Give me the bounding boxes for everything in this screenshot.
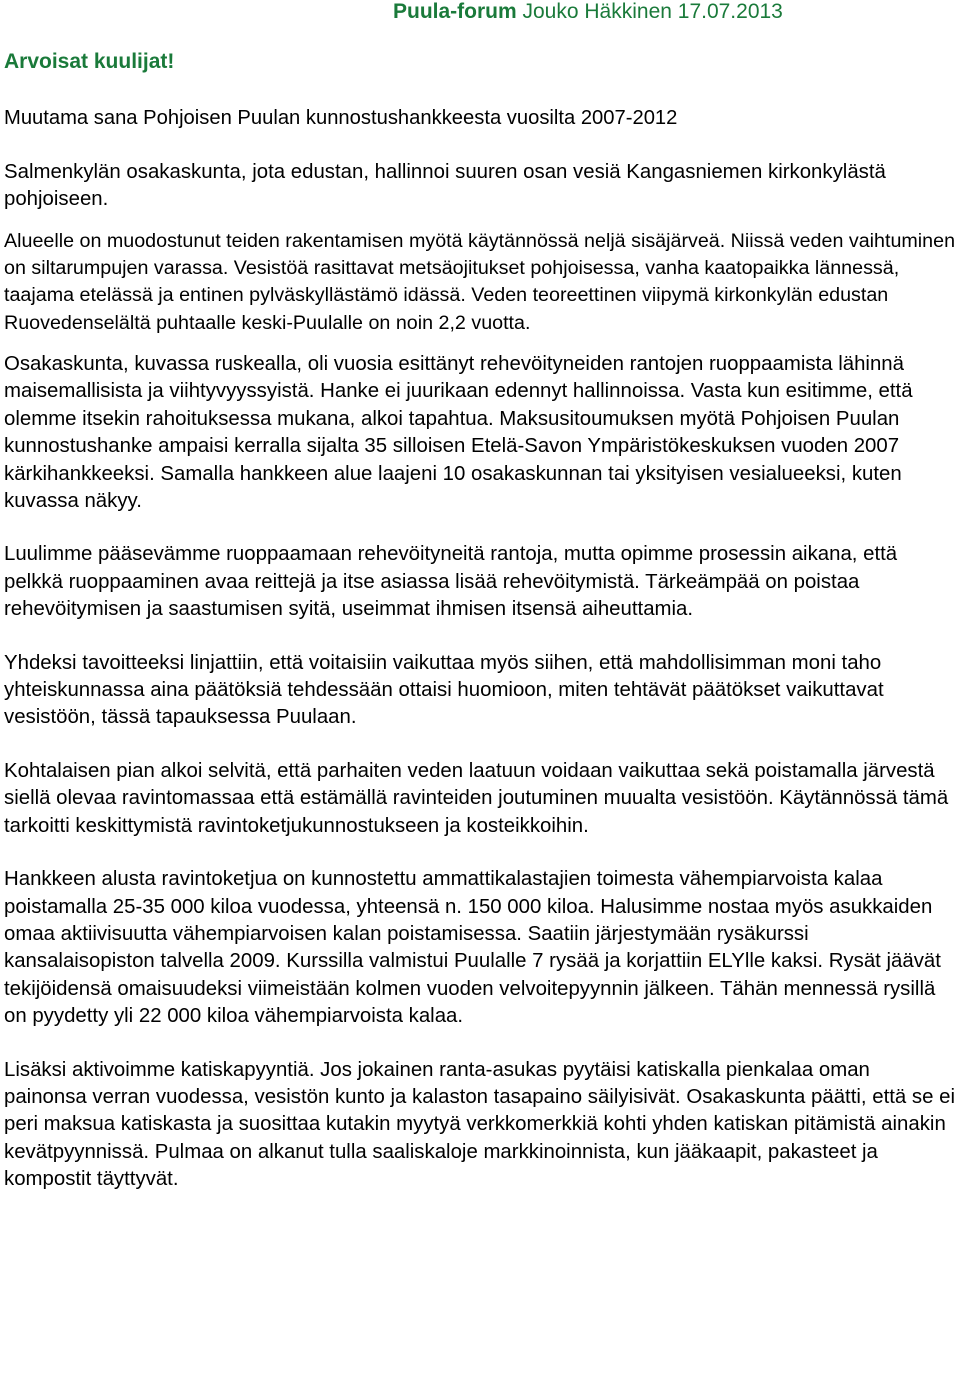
- paragraph: Hankkeen alusta ravintoketjua on kunnostettu ammattikalastajien toimesta vähempiarvoista kalaa poistamalla 25-35 000 kiloa vuodessa, yhteensä n. 150 000 kiloa. Halusimme nostaa myös asukkaiden omaa aktiivisuutta vähempiarvoisen kalan poistamisessa. Saatiin järjestymään rysäkurssi kansalaisopiston talvella 2009. Kurssilla valmistui Puulalle 7 rysää ja korjattiin ELYlle kaksi. Rysät jäävät tekijöidensä omaisuudeksi viimeistään kolmen vuoden velvoitepyynnin jälkeen. Tähän mennessä rysillä on pyydetty yli 22 000 kiloa vähempiarvoista kalaa.: [4, 868, 941, 1028]
- paragraph: Salmenkylän osakaskunta, jota edustan, hallinnoi suuren osan vesiä Kangasniemen kirkonkylästä pohjoiseen.: [4, 161, 886, 211]
- paragraph: Alueelle on muodostunut teiden rakentamisen myötä käytännössä neljä sisäjärveä. Niissä veden vaihtuminen on siltarumpujen varassa. Vesistöä rasittavat metsäojitukset pohjoisessa, vanha kaatopaikka lännessä, taajama etelässä ja entinen pylväskyllästämö idässä. Veden teoreettinen viipymä kirkonkylän edustan Ruovedenselältä puhtaalle keski-Puulalle on noin 2,2 vuotta.: [4, 229, 956, 334]
- paragraph: Osakaskunta, kuvassa ruskealla, oli vuosia esittänyt rehevöityneiden rantojen ruoppaamista lähinnä maisemallisista ja viihtyvyyssyistä. Hanke ei juurikaan edennyt hallinnoissa. Vasta kun esitimme, että olemme itsekin rahoituksessa mukana, alkoi tapahtua. Maksusitoumuksen myötä Pohjoisen Puulan kunnostushanke ampaisi kerralla sijalta 35 silloisen Etelä-Savon Ympäristökeskuksen vuoden 2007 kärkihankkeeksi. Samalla hankkeen alue laajeni 10 osakaskunnan tai yksityisen vesialueeksi, kuten kuvassa näkyy.: [4, 353, 913, 513]
- paragraph: Luulimme pääsevämme ruoppaamaan rehevöityneitä rantoja, mutta opimme prosessin aikana, että pelkkä ruoppaaminen avaa reittejä ja itse asiassa lisää rehevöitymistä. Tärkeämpää on poistaa rehevöitymisen ja saastumisen syitä, useimmat ihmisen itsensä aiheuttamia.: [4, 543, 898, 621]
- paragraph: Yhdeksi tavoitteeksi linjattiin, että voitaisiin vaikuttaa myös siihen, että mahdollisimman moni taho yhteiskunnassa aina päätöksiä tehdessään ottaisi huomioon, miten tehtävät päätökset vaikuttavat vesistöön, tässä tapauksessa Puulaan.: [4, 651, 884, 729]
- salutation: Arvoisat kuulijat!: [4, 50, 175, 73]
- paragraph: Kohtalaisen pian alkoi selvitä, että parhaiten veden laatuun voidaan vaikuttaa sekä poistamalla järvestä siellä olevaa ravintomassaa että estämällä ravinteiden joutuminen muualta vesistöön. Käytännössä tämä tarkoitti keskittymistä ravintoketjukunnostukseen ja kosteikkoihin.: [4, 759, 949, 837]
- document-body: [4, 105, 956, 1194]
- paragraph: Lisäksi aktivoimme katiskapyyntiä. Jos jokainen ranta-asukas pyytäisi katiskalla pienkalaa oman painonsa verran vuodessa, vesistön kunto ja kalaston tasapaino säilyisivät. Osakaskunta päätti, että se ei peri maksua katiskasta ja suosittaa kutakin myytyä verkkomerkkiä kohti yhden katiskan pitämistä ainakin kevätpyynnissä. Pulmaa on alkanut tulla saaliskaloje markkinoinnista, kun jääkaapit, pakasteet ja kompostit täyttyvät.: [4, 1058, 955, 1191]
- document-header: [393, 0, 783, 24]
- author-date: Jouko Häkkinen 17.07.2013: [516, 0, 783, 23]
- paragraph-intro: Muutama sana Pohjoisen Puulan kunnostushankkeesta vuosilta 2007-2012: [4, 107, 678, 129]
- forum-name: Puula-forum: [393, 0, 517, 23]
